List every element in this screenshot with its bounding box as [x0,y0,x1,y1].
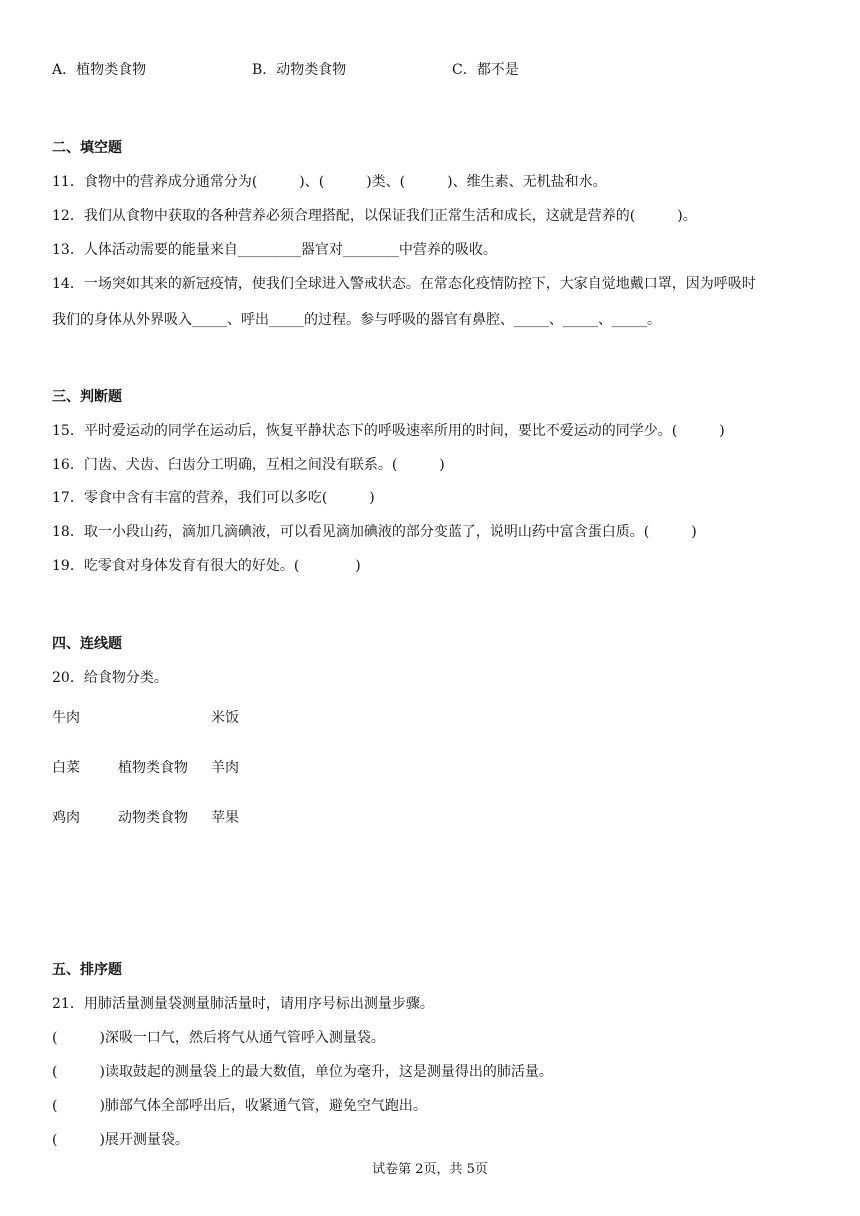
section-title-ordering: 五、排序题 [52,962,122,978]
middle-item-plant-food: 植物类食物 [118,760,188,776]
question-11: 11．食物中的营养成分通常分为( )、( )类、( )、维生素、无机盐和水。 [52,174,607,190]
right-item-rice: 米饭 [211,710,239,726]
question-17: 17．零食中含有丰富的营养，我们可以多吃( ) [52,490,375,506]
right-item-apple: 苹果 [211,810,239,826]
left-item-beef: 牛肉 [52,710,80,726]
middle-item-animal-food: 动物类食物 [118,810,188,826]
page-footer: 试卷第 2页，共 5页 [372,1162,488,1177]
left-item-cabbage: 白菜 [52,760,80,776]
step-item: ( )深吸一口气，然后将气从通气管呼入测量袋。 [52,1030,385,1046]
section-title-true-false: 三、判断题 [52,389,122,405]
question-15: 15．平时爱运动的同学在运动后，恢复平静状态下的呼吸速率所用的时间，要比不爱运动的同学少。( ) [52,423,725,439]
section-title-fill-blank: 二、填空题 [52,140,122,156]
step-item: ( )读取鼓起的测量袋上的最大数值，单位为毫升，这是测量得出的肺活量。 [52,1064,553,1080]
question-18: 18．取一小段山药，滴加几滴碘液，可以看见滴加碘液的部分变蓝了，说明山药中富含蛋白质。( ) [52,524,697,540]
option-b: B．动物类食物 [252,62,347,78]
step-item: ( )肺部气体全部呼出后，收紧通气管，避免空气跑出。 [52,1098,427,1114]
right-item-mutton: 羊肉 [211,760,239,776]
question-14-line-2: 我们的身体从外界吸入_____、呼出_____的过程。参与呼吸的器官有鼻腔、_____、_____、_____。 [52,312,661,328]
question-19: 19．吃零食对身体发育有很大的好处。( ) [52,558,361,574]
step-item: ( )展开测量袋。 [52,1132,189,1148]
option-c: C．都不是 [452,62,519,78]
left-item-chicken: 鸡肉 [52,810,80,826]
question-13: 13．人体活动需要的能量来自_________器官对________中营养的吸收。 [52,242,497,258]
question-12: 12．我们从食物中获取的各种营养必须合理搭配，以保证我们正常生活和成长，这就是营养的( )。 [52,208,697,224]
option-a: A．植物类食物 [52,62,147,78]
question-20: 20．给食物分类。 [52,670,168,686]
question-14-line-1: 14．一场突如其来的新冠疫情，使我们全球进入警戒状态。在常态化疫情防控下，大家自觉地戴口罩，因为呼吸时 [52,276,756,292]
question-21: 21．用肺活量测量袋测量肺活量时，请用序号标出测量步骤。 [52,996,434,1012]
section-title-matching: 四、连线题 [52,636,122,652]
question-16: 16．门齿、犬齿、臼齿分工明确，互相之间没有联系。( ) [52,457,445,473]
